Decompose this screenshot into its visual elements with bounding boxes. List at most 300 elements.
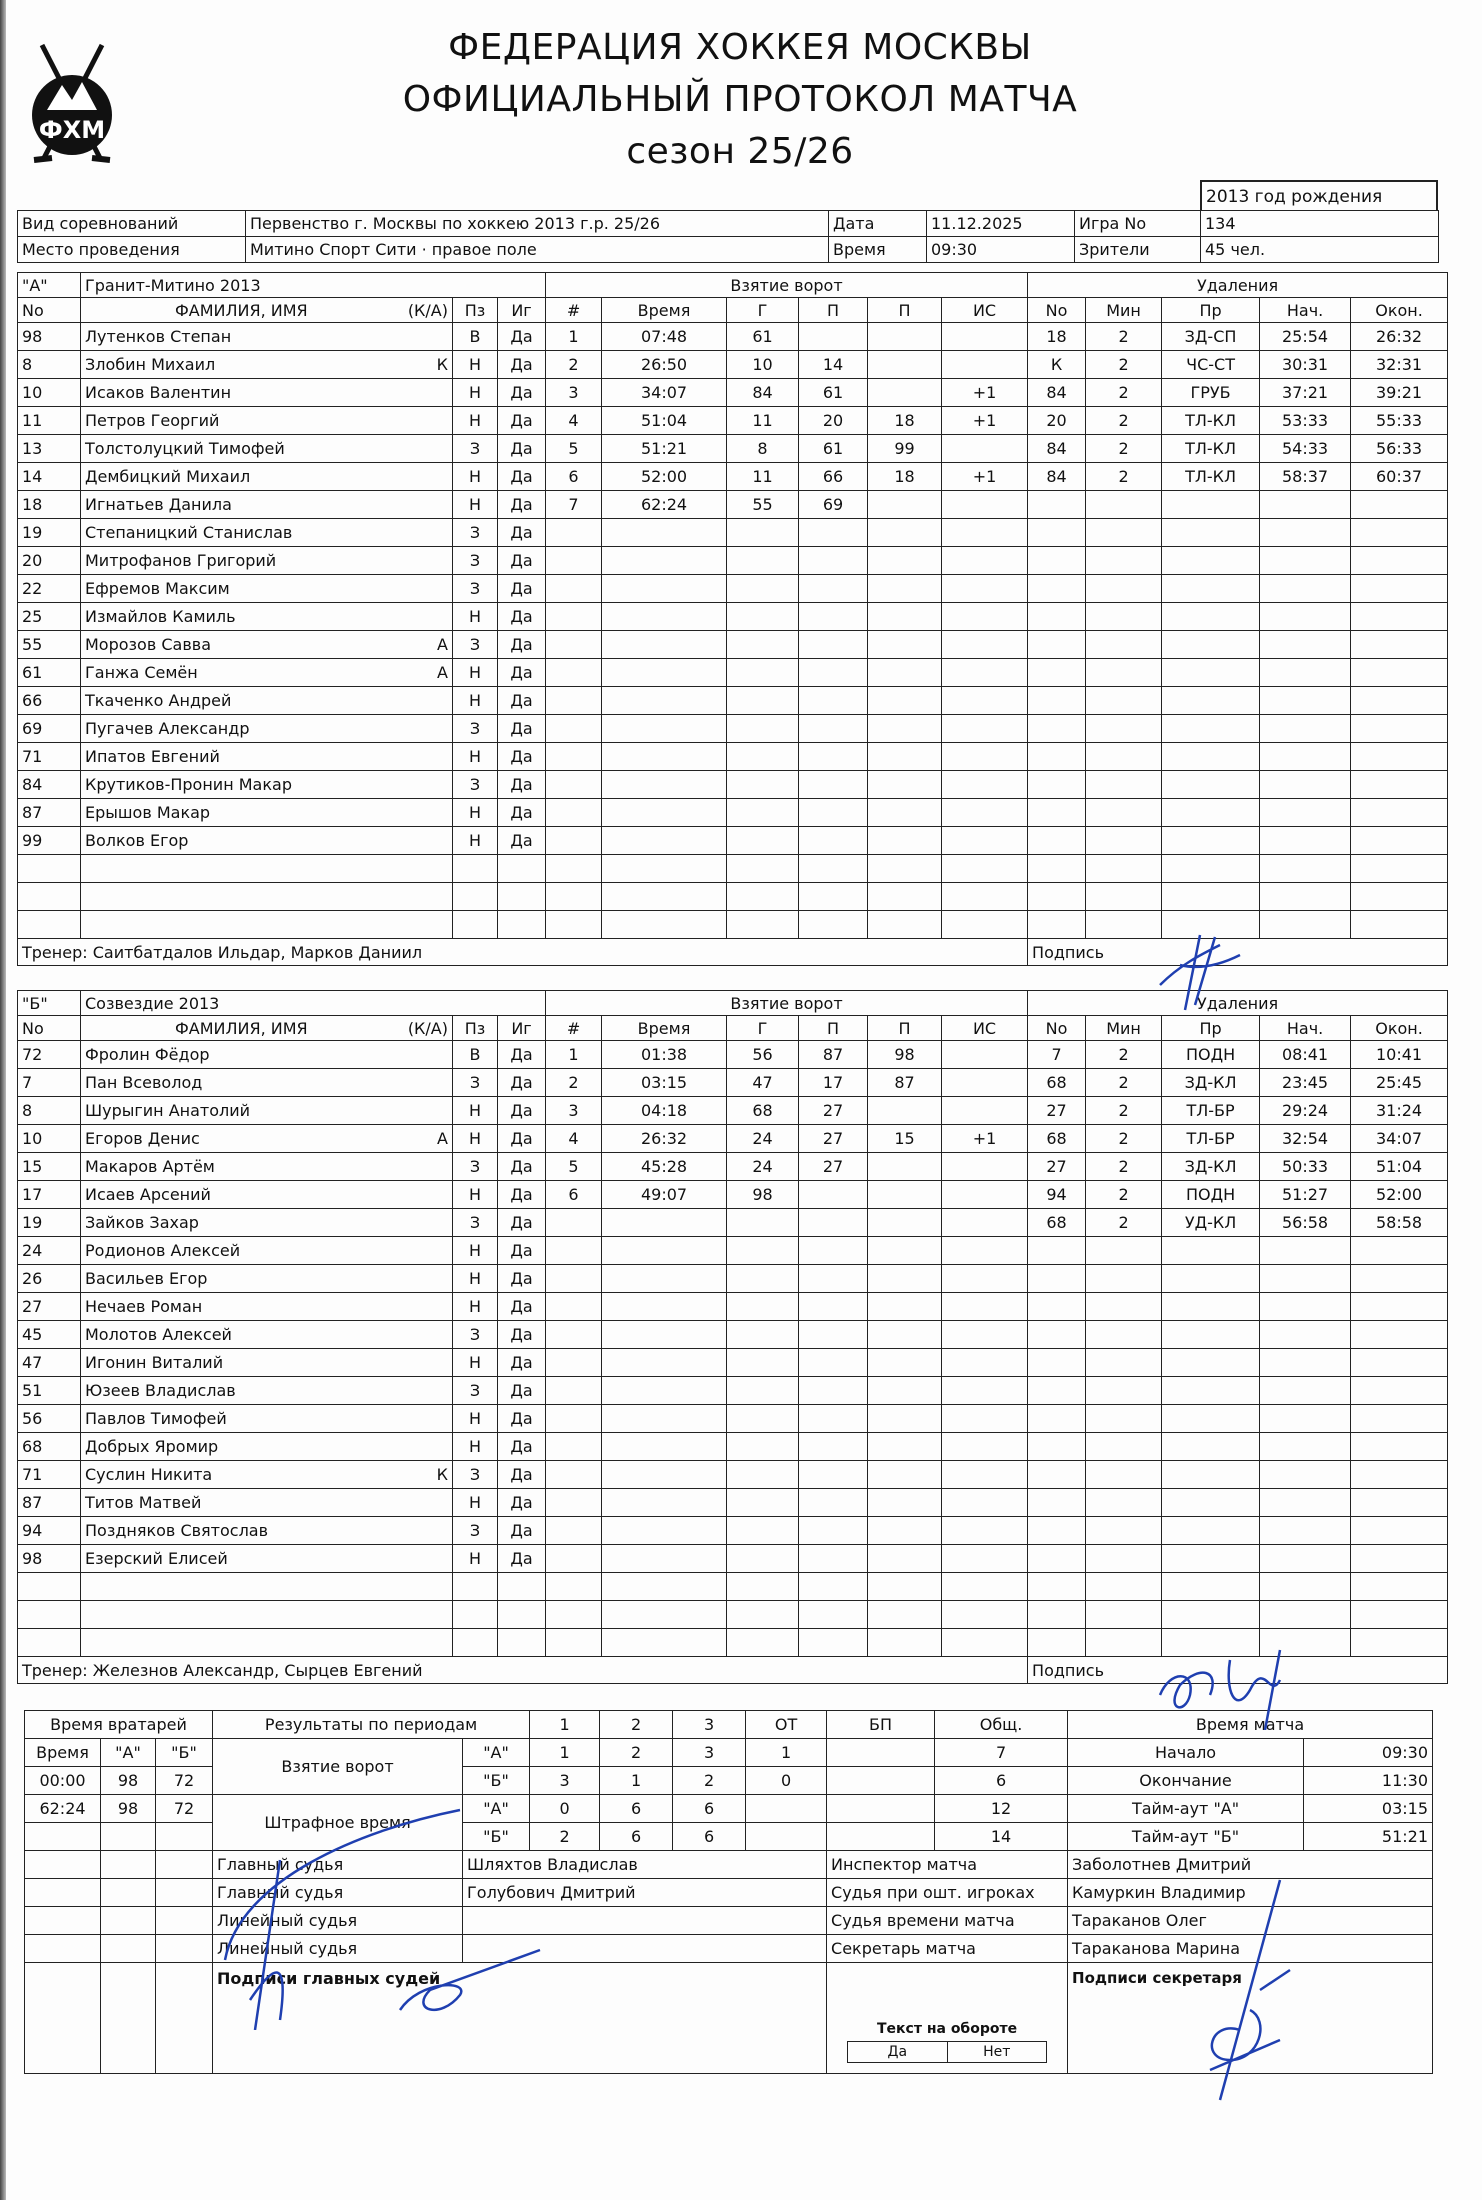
player-number: 14 [18, 463, 81, 491]
player-played: Да [498, 687, 546, 715]
col-g-is: ИС [942, 1016, 1028, 1041]
penalty-end [1351, 799, 1448, 827]
player-row [18, 1265, 1448, 1293]
svg-text:ФХМ: ФХМ [38, 116, 106, 144]
goal-num [546, 911, 602, 939]
penalty-end [1351, 491, 1448, 519]
penalty-start: 29:24 [1260, 1097, 1351, 1125]
goal-num [546, 631, 602, 659]
player-name-cell [81, 911, 453, 939]
team-name: Гранит-Митино 2013 [81, 273, 546, 298]
player-row [18, 407, 1448, 435]
goal-num: 1 [546, 1041, 602, 1069]
result-value: 1 [600, 1767, 673, 1795]
reverse-yes-option[interactable]: Да [848, 2042, 948, 2063]
player-played: Да [498, 1265, 546, 1293]
reverse-no-option[interactable]: Нет [947, 2042, 1047, 2063]
goal-num [546, 855, 602, 883]
goalie-col-header: Время [25, 1739, 101, 1767]
player-number: 8 [18, 351, 81, 379]
goal-is: +1 [942, 407, 1028, 435]
player-row [18, 1153, 1448, 1181]
penalty-start [1260, 799, 1351, 827]
penalty-end [1351, 883, 1448, 911]
penalty-no [1028, 799, 1086, 827]
penalty-start: 25:54 [1260, 323, 1351, 351]
col-g-a2: П [868, 1016, 942, 1041]
goal-is [942, 603, 1028, 631]
player-number: 10 [18, 1125, 81, 1153]
goal-is [942, 519, 1028, 547]
player-row [18, 1433, 1448, 1461]
penalty-start [1260, 1433, 1351, 1461]
player-played: Да [498, 1069, 546, 1097]
col-played: Иг [498, 1016, 546, 1041]
player-number: 18 [18, 491, 81, 519]
player-played: Да [498, 1293, 546, 1321]
goal-time [602, 519, 727, 547]
penalty-start [1260, 911, 1351, 939]
official-role: Линейный судья [213, 1907, 463, 1935]
player-played: Да [498, 1489, 546, 1517]
player-number: 20 [18, 547, 81, 575]
player-row [18, 1321, 1448, 1349]
match-time-label: Тайм-аут "А" [1068, 1795, 1304, 1823]
goal-is [942, 1265, 1028, 1293]
goal-is [942, 351, 1028, 379]
goal-is [942, 1153, 1028, 1181]
player-name: Петров Георгий [85, 411, 220, 430]
goal-scorer: 11 [727, 407, 799, 435]
goalie-cell-empty [25, 1963, 101, 2074]
penalty-end [1351, 1601, 1448, 1629]
goal-time: 34:07 [602, 379, 727, 407]
goal-a1 [799, 575, 868, 603]
goal-time: 49:07 [602, 1181, 727, 1209]
player-name: Юзеев Владислав [85, 1381, 236, 1400]
goal-scorer: 10 [727, 351, 799, 379]
player-position: З [453, 1069, 498, 1097]
penalty-start: 23:45 [1260, 1069, 1351, 1097]
penalty-no [1028, 883, 1086, 911]
summary-table [24, 1710, 1433, 2074]
goal-num [546, 519, 602, 547]
penalty-min [1086, 1433, 1162, 1461]
column-header-row [18, 298, 1448, 323]
result-team: "А" [463, 1795, 530, 1823]
referee-signatures-label: Подписи главных судей [213, 1963, 827, 2074]
player-name-cell [81, 687, 453, 715]
goal-scorer [727, 1321, 799, 1349]
player-name-cell [81, 659, 453, 687]
goal-scorer [727, 883, 799, 911]
goal-a1 [799, 911, 868, 939]
player-name-cell [81, 855, 453, 883]
player-name-cell [81, 1629, 453, 1657]
player-role: К [436, 355, 448, 374]
player-played: Да [498, 715, 546, 743]
goal-a2 [868, 1601, 942, 1629]
player-played [498, 1629, 546, 1657]
goal-scorer [727, 743, 799, 771]
penalty-no [1028, 687, 1086, 715]
player-name: Лутенков Степан [85, 327, 232, 346]
official-name-2: Тараканова Марина [1068, 1935, 1433, 1963]
player-position: Н [453, 1433, 498, 1461]
goal-a2 [868, 351, 942, 379]
reverse-text-label: Текст на обороте [876, 2021, 1018, 2037]
coach-signature-label: Подпись [1028, 939, 1448, 966]
goal-a1: 27 [799, 1153, 868, 1181]
player-position: Н [453, 351, 498, 379]
goal-scorer [727, 1209, 799, 1237]
penalty-end [1351, 1433, 1448, 1461]
goal-a2 [868, 659, 942, 687]
penalty-min [1086, 1461, 1162, 1489]
player-position: Н [453, 743, 498, 771]
penalty-end [1351, 1545, 1448, 1573]
fhm-logo [22, 40, 122, 170]
player-number [18, 1601, 81, 1629]
goal-num [546, 883, 602, 911]
goal-time: 51:21 [602, 435, 727, 463]
player-position: Н [453, 1097, 498, 1125]
penalty-reason [1162, 631, 1260, 659]
goal-time: 04:18 [602, 1097, 727, 1125]
penalty-no [1028, 603, 1086, 631]
penalty-start: 56:58 [1260, 1209, 1351, 1237]
player-name-cell [81, 631, 453, 659]
penalty-start [1260, 1461, 1351, 1489]
goalie-cell: 72 [156, 1767, 213, 1795]
penalty-start: 53:33 [1260, 407, 1351, 435]
penalty-reason [1162, 799, 1260, 827]
result-team: "Б" [463, 1823, 530, 1851]
goals-label: Взятие ворот [213, 1739, 463, 1795]
time-value: 09:30 [927, 237, 1075, 263]
col-p-start: Нач. [1260, 1016, 1351, 1041]
player-row [18, 1237, 1448, 1265]
penalty-reason [1162, 659, 1260, 687]
player-number: 26 [18, 1265, 81, 1293]
player-row [18, 1573, 1448, 1601]
result-value [746, 1795, 827, 1823]
col-pos: Пз [453, 298, 498, 323]
player-position: Н [453, 1293, 498, 1321]
player-row [18, 575, 1448, 603]
penalty-end: 58:58 [1351, 1209, 1448, 1237]
col-g-a2: П [868, 298, 942, 323]
penalty-min: 2 [1086, 407, 1162, 435]
official-role-2: Судья при ошт. игроках [827, 1879, 1068, 1907]
player-name: Измайлов Камиль [85, 607, 236, 626]
official-role: Главный судья [213, 1879, 463, 1907]
player-position: В [453, 323, 498, 351]
player-number: 94 [18, 1517, 81, 1545]
goal-num: 2 [546, 351, 602, 379]
match-time-label: Тайм-аут "Б" [1068, 1823, 1304, 1851]
player-row [18, 659, 1448, 687]
player-played: Да [498, 1125, 546, 1153]
penalty-min: 2 [1086, 1125, 1162, 1153]
penalty-end [1351, 1349, 1448, 1377]
goal-time [602, 1349, 727, 1377]
player-position: З [453, 1321, 498, 1349]
penalty-reason: УД-КЛ [1162, 1209, 1260, 1237]
player-position: З [453, 575, 498, 603]
goal-a2: 18 [868, 463, 942, 491]
team-header-row [18, 273, 1448, 298]
goal-a1 [799, 519, 868, 547]
goal-is [942, 547, 1028, 575]
penalty-start [1260, 1265, 1351, 1293]
penalty-start: 50:33 [1260, 1153, 1351, 1181]
penalty-end [1351, 1489, 1448, 1517]
col-no: No [18, 1016, 81, 1041]
penalty-reason: ТЛ-КЛ [1162, 435, 1260, 463]
goal-a1 [799, 547, 868, 575]
penalty-end [1351, 743, 1448, 771]
penalty-min [1086, 1573, 1162, 1601]
goal-scorer: 68 [727, 1097, 799, 1125]
goal-is [942, 855, 1028, 883]
penalty-min [1086, 911, 1162, 939]
player-position: З [453, 631, 498, 659]
penalty-reason [1162, 1377, 1260, 1405]
goal-a1 [799, 687, 868, 715]
goal-scorer [727, 827, 799, 855]
goal-num [546, 1293, 602, 1321]
penalty-no: 68 [1028, 1125, 1086, 1153]
match-time-value: 11:30 [1304, 1767, 1433, 1795]
goal-scorer [727, 1517, 799, 1545]
goal-a2 [868, 883, 942, 911]
player-row [18, 911, 1448, 939]
goal-is [942, 575, 1028, 603]
goal-num [546, 827, 602, 855]
official-role-2: Секретарь матча [827, 1935, 1068, 1963]
penalty-min [1086, 603, 1162, 631]
official-row [25, 1907, 1433, 1935]
goal-a1: 14 [799, 351, 868, 379]
player-number: 98 [18, 323, 81, 351]
player-name-cell [81, 1181, 453, 1209]
penalty-end: 10:41 [1351, 1041, 1448, 1069]
player-number: 11 [18, 407, 81, 435]
goal-time [602, 715, 727, 743]
penalty-min [1086, 1489, 1162, 1517]
penalty-no: 20 [1028, 407, 1086, 435]
match-time-value: 03:15 [1304, 1795, 1433, 1823]
goal-num: 6 [546, 1181, 602, 1209]
goal-is [942, 883, 1028, 911]
penalty-min [1086, 1601, 1162, 1629]
penalty-no [1028, 659, 1086, 687]
penalty-end: 52:00 [1351, 1181, 1448, 1209]
goal-time: 51:04 [602, 407, 727, 435]
penalty-end [1351, 1461, 1448, 1489]
goal-a2 [868, 911, 942, 939]
penalty-min [1086, 547, 1162, 575]
col-g-scorer: Г [727, 298, 799, 323]
result-team: "Б" [463, 1767, 530, 1795]
goal-a2 [868, 827, 942, 855]
period-result-row [25, 1795, 1433, 1823]
penalty-min: 2 [1086, 1041, 1162, 1069]
player-name-cell [81, 743, 453, 771]
penalty-start [1260, 547, 1351, 575]
official-name-2: Камуркин Владимир [1068, 1879, 1433, 1907]
penalty-no [1028, 491, 1086, 519]
goal-a2: 99 [868, 435, 942, 463]
time-label: Время [829, 237, 927, 263]
player-played: Да [498, 799, 546, 827]
goal-a2 [868, 1405, 942, 1433]
goal-scorer [727, 1405, 799, 1433]
goal-time [602, 1461, 727, 1489]
goal-num [546, 1433, 602, 1461]
col-no: No [18, 298, 81, 323]
player-played [498, 911, 546, 939]
player-position: З [453, 1461, 498, 1489]
player-played: Да [498, 1153, 546, 1181]
player-played: Да [498, 1237, 546, 1265]
signatures-row [25, 1963, 1433, 2074]
player-played: Да [498, 519, 546, 547]
player-position: Н [453, 1349, 498, 1377]
summary-header-row [25, 1711, 1433, 1739]
player-number: 68 [18, 1433, 81, 1461]
penalty-reason [1162, 603, 1260, 631]
birth-year: 2013 год рождения [1200, 180, 1438, 210]
protocol-title: ОФИЦИАЛЬНЫЙ ПРОТОКОЛ МАТЧА [402, 79, 1078, 120]
penalty-no: 27 [1028, 1097, 1086, 1125]
player-played [498, 855, 546, 883]
goal-scorer [727, 1461, 799, 1489]
official-role-2: Инспектор матча [827, 1851, 1068, 1879]
penalty-start [1260, 631, 1351, 659]
penalty-no: 84 [1028, 463, 1086, 491]
penalty-min [1086, 715, 1162, 743]
penalty-min: 2 [1086, 323, 1162, 351]
goal-scorer [727, 1293, 799, 1321]
goal-scorer [727, 631, 799, 659]
penalty-start: 08:41 [1260, 1041, 1351, 1069]
penalty-reason [1162, 855, 1260, 883]
player-number: 87 [18, 1489, 81, 1517]
goal-a1 [799, 1489, 868, 1517]
goal-scorer [727, 1601, 799, 1629]
player-number: 13 [18, 435, 81, 463]
penalty-end [1351, 659, 1448, 687]
player-position [453, 1601, 498, 1629]
player-number: 47 [18, 1349, 81, 1377]
goal-scorer: 61 [727, 323, 799, 351]
goalie-cell-empty [156, 1907, 213, 1935]
player-name-cell [81, 1041, 453, 1069]
col-g-num: # [546, 1016, 602, 1041]
col-g-a1: П [799, 298, 868, 323]
goal-time [602, 687, 727, 715]
player-number: 99 [18, 827, 81, 855]
period-col-header: 1 [530, 1711, 600, 1739]
player-played: Да [498, 463, 546, 491]
reverse-text-box [827, 1963, 1068, 2074]
official-row [25, 1935, 1433, 1963]
penalty-min: 2 [1086, 351, 1162, 379]
official-role-2: Судья времени матча [827, 1907, 1068, 1935]
player-row [18, 491, 1448, 519]
coach-signature-label: Подпись [1028, 1657, 1448, 1684]
player-name: Добрых Яромир [85, 1437, 219, 1456]
goal-time: 03:15 [602, 1069, 727, 1097]
penalty-start: 54:33 [1260, 435, 1351, 463]
player-row [18, 603, 1448, 631]
penalty-reason [1162, 715, 1260, 743]
player-name: Крутиков-Пронин Макар [85, 775, 292, 794]
player-name: Нечаев Роман [85, 1297, 203, 1316]
player-number: 7 [18, 1069, 81, 1097]
penalty-end: 60:37 [1351, 463, 1448, 491]
player-position: Н [453, 827, 498, 855]
goal-time [602, 1265, 727, 1293]
penalty-end [1351, 575, 1448, 603]
goal-is [942, 659, 1028, 687]
goal-num: 5 [546, 1153, 602, 1181]
penalty-end: 34:07 [1351, 1125, 1448, 1153]
goal-a1 [799, 1601, 868, 1629]
team-header-row [18, 991, 1448, 1016]
goal-num [546, 1405, 602, 1433]
player-name: Исаков Валентин [85, 383, 232, 402]
penalty-end [1351, 1293, 1448, 1321]
player-number: 87 [18, 799, 81, 827]
penalty-min [1086, 743, 1162, 771]
goal-is [942, 911, 1028, 939]
player-name-cell [81, 1069, 453, 1097]
penalty-start [1260, 1321, 1351, 1349]
goal-a1: 66 [799, 463, 868, 491]
player-name-cell [81, 827, 453, 855]
col-name [81, 1016, 453, 1041]
penalty-start: 58:37 [1260, 463, 1351, 491]
penalty-end [1351, 1573, 1448, 1601]
reverse-text-options [847, 2041, 1047, 2063]
match-time-label: Окончание [1068, 1767, 1304, 1795]
player-name: Фролин Фёдор [85, 1045, 210, 1064]
goalie-cell-empty [101, 1963, 156, 2074]
penalty-no [1028, 1433, 1086, 1461]
player-name-cell [81, 1265, 453, 1293]
penalty-end [1351, 855, 1448, 883]
goalie-cell-empty [25, 1851, 101, 1879]
player-name: Поздняков Святослав [85, 1521, 269, 1540]
goal-time [602, 855, 727, 883]
player-row [18, 323, 1448, 351]
player-row [18, 827, 1448, 855]
penalty-end: 26:32 [1351, 323, 1448, 351]
player-number: 17 [18, 1181, 81, 1209]
goal-time [602, 799, 727, 827]
player-name-cell [81, 435, 453, 463]
goal-is [942, 1433, 1028, 1461]
goal-is [942, 1069, 1028, 1097]
goal-num [546, 687, 602, 715]
goal-a1 [799, 1461, 868, 1489]
penalty-reason [1162, 771, 1260, 799]
penalty-start [1260, 1349, 1351, 1377]
result-value: 0 [746, 1767, 827, 1795]
